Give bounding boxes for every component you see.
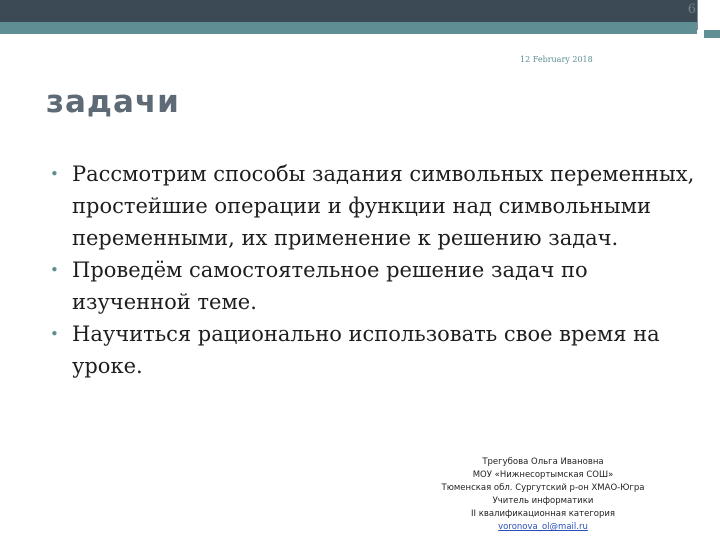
slide-date: 12 February 2018 <box>520 55 593 64</box>
bullet-marker-icon: • <box>50 261 59 279</box>
bullet-item <box>50 158 710 254</box>
bullet-text: Научиться рационально использовать свое время на уроке. <box>72 322 660 378</box>
bullet-item <box>50 254 710 318</box>
author-school: МОУ «Нижнесортымская СОШ» <box>472 470 614 480</box>
bullet-list <box>50 158 710 382</box>
header-bar-teal <box>0 22 697 34</box>
header-bar-dark <box>0 0 697 22</box>
author-email-link[interactable]: voronova_ol@mail.ru <box>498 522 588 532</box>
bullet-item <box>50 318 710 382</box>
author-category: II квалификационная категория <box>470 509 616 519</box>
slide-title: задачи <box>46 84 180 120</box>
bullet-marker-icon: • <box>50 325 59 343</box>
bullet-marker-icon: • <box>50 165 59 183</box>
author-region: Тюменская обл. Сургутский р-он ХМАО-Югра <box>441 483 645 493</box>
page-number: 6 <box>687 2 696 17</box>
author-name: Трегубова Ольга Ивановна <box>482 457 604 467</box>
bullet-text: Проведём самостоятельное решение задач по изученной теме. <box>72 258 588 314</box>
corner-bar-teal <box>704 30 720 38</box>
author-position: Учитель информатики <box>492 496 594 506</box>
bullet-text: Рассмотрим способы задания символьных переменных, простейшие операции и функции над символьными переменными, их применение к решению задач. <box>72 162 695 250</box>
author-info <box>420 456 666 534</box>
page-number-divider <box>697 0 698 30</box>
